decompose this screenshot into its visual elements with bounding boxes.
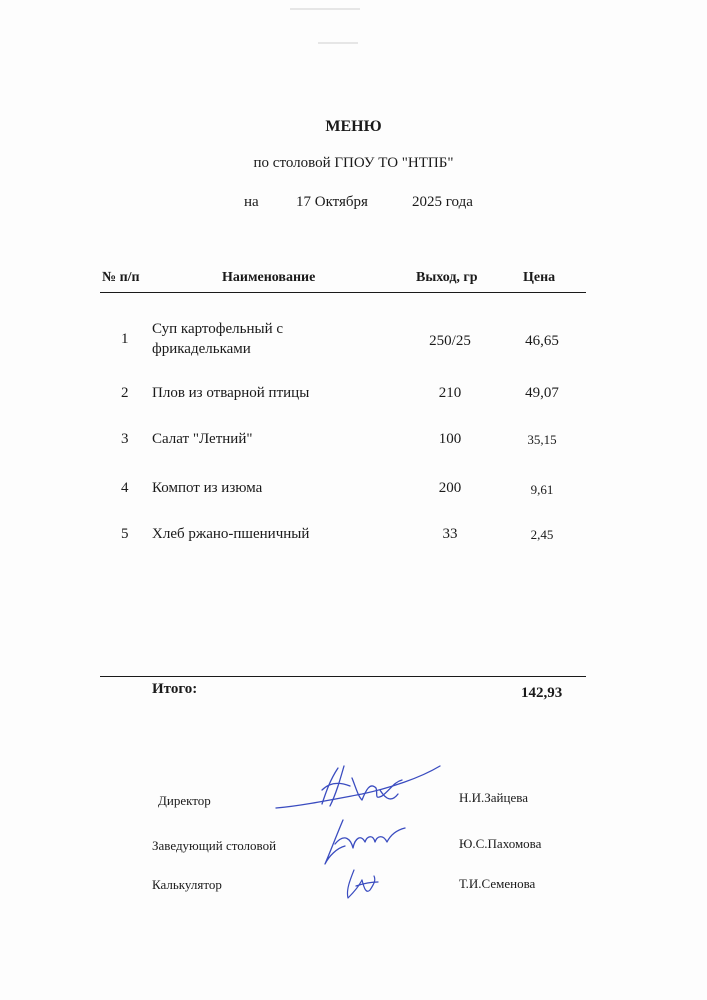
signature-name-calculator: Т.И.Семенова bbox=[459, 876, 536, 891]
signature-name-director: Н.И.Зайцева bbox=[459, 790, 528, 805]
signature-name-canteen-head: Ю.С.Пахомова bbox=[459, 836, 542, 851]
scan-artifact bbox=[318, 42, 358, 44]
row-1-num: 1 bbox=[121, 331, 129, 347]
row-2-price: 49,07 bbox=[525, 385, 559, 401]
row-3-name: Салат "Летний" bbox=[152, 431, 253, 447]
row-2-name: Плов из отварной птицы bbox=[152, 385, 310, 401]
row-1-price: 46,65 bbox=[525, 333, 559, 349]
row-3-yield: 100 bbox=[438, 431, 462, 447]
signature-role-canteen-head: Заведующий столовой bbox=[152, 838, 277, 853]
total-value: 142,93 bbox=[521, 685, 563, 701]
row-1-yield: 250/25 bbox=[429, 333, 471, 349]
row-5-num: 5 bbox=[121, 526, 129, 542]
calculator-signature bbox=[340, 866, 390, 906]
row-4-price: 9,61 bbox=[530, 482, 554, 497]
header-num: № п/п bbox=[102, 270, 140, 285]
header-name: Наименование bbox=[222, 270, 316, 285]
signature-role-director: Директор bbox=[158, 793, 211, 808]
row-4-name: Компот из изюма bbox=[152, 480, 263, 496]
row-2-yield: 210 bbox=[438, 385, 462, 401]
signature-role-calculator: Калькулятор bbox=[152, 877, 222, 892]
date-year: 2025 года bbox=[412, 194, 473, 210]
header-yield: Выход, гр bbox=[416, 270, 478, 285]
page-subtitle: по столовой ГПОУ ТО "НТПБ" bbox=[253, 155, 454, 171]
canteen-head-signature bbox=[315, 812, 415, 872]
page-title: МЕНЮ bbox=[325, 118, 382, 135]
row-3-price: 35,15 bbox=[527, 432, 557, 447]
header-rule bbox=[100, 292, 586, 293]
date-day-month: 17 Октября bbox=[296, 194, 368, 210]
scan-artifact bbox=[290, 8, 360, 10]
row-2-num: 2 bbox=[121, 385, 129, 401]
header-price: Цена bbox=[523, 270, 556, 285]
total-rule bbox=[100, 676, 586, 677]
row-5-yield: 33 bbox=[442, 526, 458, 542]
date-prefix: на bbox=[244, 194, 259, 210]
row-5-name: Хлеб ржано-пшеничный bbox=[152, 526, 310, 542]
row-1-name-line2: фрикадельками bbox=[152, 341, 251, 357]
row-1-name-line1: Суп картофельный с bbox=[152, 321, 284, 337]
total-label: Итого: bbox=[152, 681, 198, 697]
row-5-price: 2,45 bbox=[530, 527, 554, 542]
row-4-yield: 200 bbox=[438, 480, 462, 496]
row-4-num: 4 bbox=[121, 480, 129, 496]
row-3-num: 3 bbox=[121, 431, 129, 447]
